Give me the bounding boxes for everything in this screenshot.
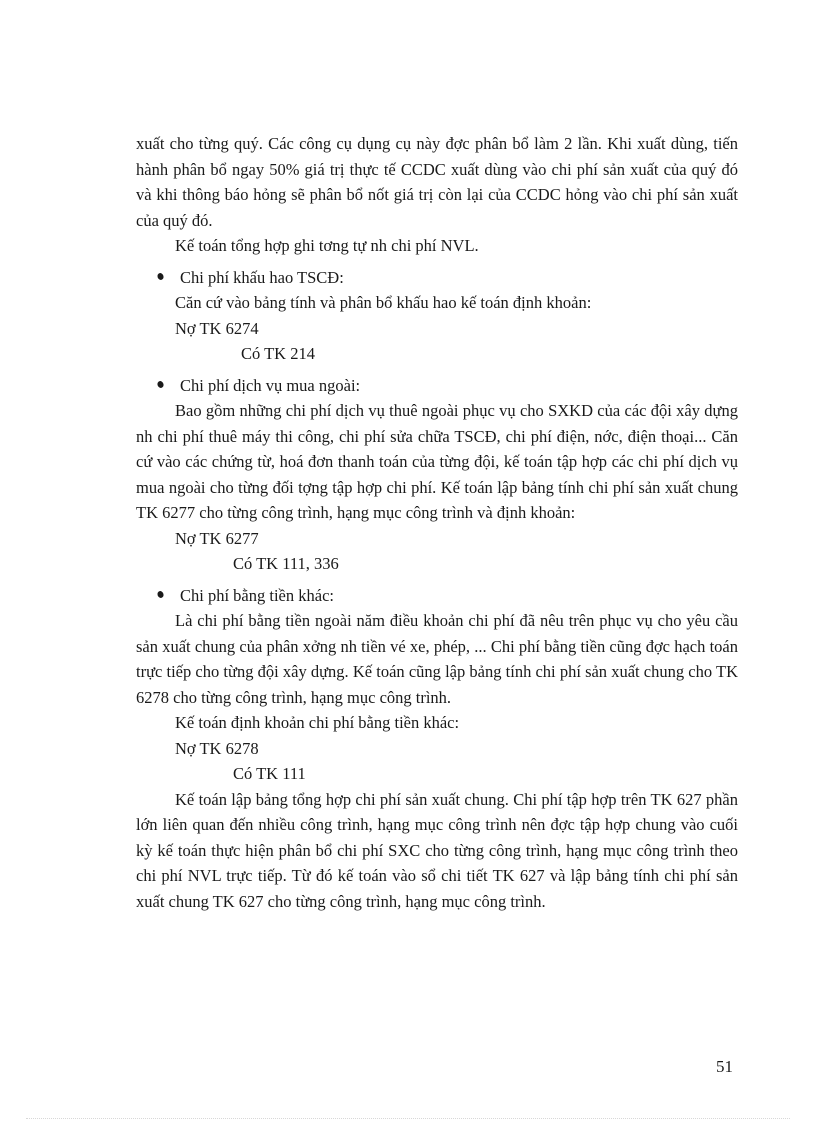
journal-entry-debit-6277: Nợ TK 6277	[175, 528, 259, 548]
paragraph-depreciation-basis: Căn cứ vào bảng tính và phân bổ khấu hao kế toán định khoản:	[175, 293, 592, 312]
paragraph-overhead-summary: Kế toán lập bảng tổng hợp chi phí sản xuất chung. Chi phí tập hợp trên TK 627 phần lớn liên quan đến nhiều công trình, hạng mục công trình nên đợc tập hợp chung vào cuối kỳ kế toán thực hiện phân bổ chi phí SXC cho từng công trình, hạng mục công trình theo chi phí NVL trực tiếp. Từ đó kế toán vào sổ chi tiết TK 627 và lập bảng tính chi phí sản xuất chung TK 627 cho từng công trình, hạng mục công trình.	[136, 789, 738, 911]
journal-entry-credit-214: Có TK 214	[241, 344, 315, 363]
document-page	[136, 131, 738, 914]
paragraph-other-cash-expenses: Là chi phí bằng tiền ngoài năm điều khoản chi phí đã nêu trên phục vụ cho yêu cầu sản xuất chung của phân xởng nh tiền vé xe, phép, ... Chi phí bằng tiền cũng đợc hạch toán trực tiếp cho từng đội xây dựng. Kế toán cũng lập bảng tính chi phí sản xuất chung cho TK 6278 cho từng công trình, hạng mục công trình.	[136, 611, 738, 707]
paragraph-other-cash-entry-intro: Kế toán định khoản chi phí bằng tiền khác:	[175, 713, 460, 732]
bullet-icon	[157, 380, 165, 389]
paragraph-ccdc-allocation: xuất cho từng quý. Các công cụ dụng cụ này đợc phân bổ làm 2 lần. Khi xuất dùng, tiến hành phân bổ ngay 50% giá trị thực tế CCDC xuất dùng vào chi phí sản xuất của quý đó và khi thông báo hỏng sẽ phân bổ nốt giá trị còn lại của CCDC hỏng vào chi phí sản xuất của quý đó.	[136, 134, 738, 230]
bullet-other-cash-expenses-label: Chi phí bằng tiền khác:	[180, 585, 334, 605]
bullet-icon	[157, 590, 165, 599]
bullet-purchased-services	[136, 373, 738, 399]
page-bottom-divider	[26, 1118, 790, 1119]
paragraph-purchased-services: Bao gồm những chi phí dịch vụ thuê ngoài phục vụ cho SXKD của các đội xây dựng nh chi phí thuê máy thi công, chi phí sửa chữa TSCĐ, chi phí điện, nớc, điện thoại... Căn cứ vào các chứng từ, hoá đơn thanh toán của từng đội, kế toán tập hợp các chi phí dịch vụ mua ngoài cho từng đối tợng tập hợp chi phí. Kế toán lập bảng tính chi phí sản xuất chung TK 6277 cho từng công trình, hạng mục công trình và định khoản:	[136, 401, 738, 522]
journal-entry-credit-111-336: Có TK 111, 336	[233, 554, 339, 573]
journal-entry-debit-6278: Nợ TK 6278	[175, 738, 259, 758]
bullet-depreciation-label: Chi phí khấu hao TSCĐ:	[180, 267, 344, 287]
bullet-purchased-services-label: Chi phí dịch vụ mua ngoài:	[180, 375, 361, 395]
bullet-depreciation	[136, 265, 738, 291]
bullet-icon	[157, 272, 165, 281]
bullet-other-cash-expenses	[136, 583, 738, 609]
page-number: 51	[716, 1057, 733, 1076]
paragraph-general-ledger-note: Kế toán tổng hợp ghi tơng tự nh chi phí NVL.	[175, 236, 479, 255]
journal-entry-debit-6274: Nợ TK 6274	[175, 318, 259, 338]
journal-entry-credit-111: Có TK 111	[233, 764, 306, 783]
